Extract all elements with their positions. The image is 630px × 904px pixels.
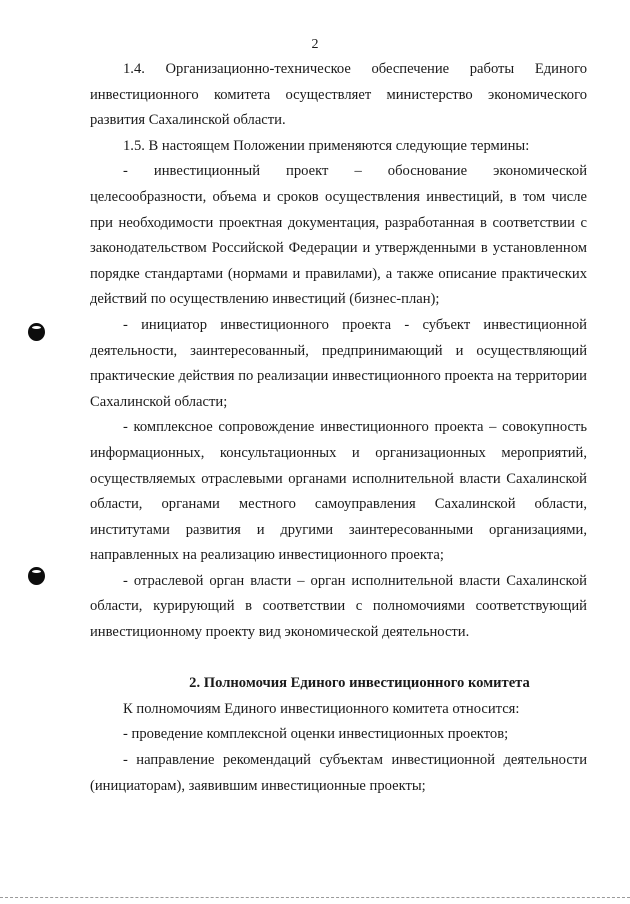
text-line-5: - инвестиционный проект – обоснование экономической [123, 163, 587, 180]
text-line-20: направленных на реализацию инвестиционного проекта; [90, 547, 444, 564]
clauses-section [90, 57, 587, 646]
section-2-body [90, 697, 587, 799]
text-line-15: - комплексное сопровождение инвестиционного проекта – совокупность [123, 419, 587, 436]
text-line-10: действий по осуществлению инвестиций (бизнес-план); [90, 291, 440, 308]
section-line-1: К полномочиям Единого инвестиционного комитета относится: [123, 700, 520, 717]
section-line-4: (инициаторам), заявившим инвестиционные проекты; [90, 777, 426, 794]
text-line-17: осуществляемых отраслевыми органами исполнительной власти Сахалинской [90, 470, 587, 487]
text-line-8: законодательством Российской Федерации и утвержденными в установленном [90, 240, 587, 257]
text-line-23: инвестиционному проекту вид экономической деятельности. [90, 624, 470, 641]
page-number: 2 [311, 37, 319, 52]
document-body [90, 57, 587, 799]
text-line-14: Сахалинской области; [90, 393, 228, 410]
text-line-1: 1.4. Организационно-техническое обеспечение работы Единого [123, 61, 587, 77]
text-line-16: информационных, консультационных и организационных мероприятий, [90, 444, 587, 461]
text-line-19: институтами развития и другими заинтересованными организациями, [90, 521, 587, 538]
text-line-7: при необходимости проектная документация, разработанная в соответствии с [90, 214, 587, 231]
text-line-21: - отраслевой орган власти – орган исполнительной власти Сахалинской [123, 572, 587, 589]
text-line-13: практические действия по реализации инвестиционного проекта на территории [90, 368, 587, 385]
text-line-6: целесообразности, объема и сроков осуществления инвестиций, в том числе [90, 188, 587, 205]
text-line-12: деятельности, заинтересованный, предпринимающий и осуществляющий [90, 342, 587, 359]
punch-hole-top [28, 323, 45, 341]
text-line-3: развития Сахалинской области. [90, 112, 286, 129]
section-heading: 2. Полномочия Единого инвестиционного комитета [189, 675, 530, 692]
text-line-11: - инициатор инвестиционного проекта - субъект инвестиционной [123, 316, 587, 333]
text-line-22: области, курирующий в соответствии с полномочиями соответствующий [90, 598, 587, 615]
text-line-4: 1.5. В настоящем Положении применяются следующие термины: [123, 137, 530, 154]
section-line-3: - направление рекомендаций субъектам инвестиционной деятельности [123, 752, 587, 769]
text-line-2: инвестиционного комитета осуществляет министерство экономического [90, 86, 587, 103]
section-gap [90, 646, 587, 672]
punch-hole-bottom [28, 567, 45, 585]
scan-edge-line [0, 897, 630, 898]
section-line-2: - проведение комплексной оценки инвестиционных проектов; [123, 726, 509, 743]
text-line-18: области, органами местного самоуправления Сахалинской области, [90, 496, 587, 513]
text-line-9: порядке стандартами (нормами и правилами), а также описание практических [90, 265, 587, 282]
